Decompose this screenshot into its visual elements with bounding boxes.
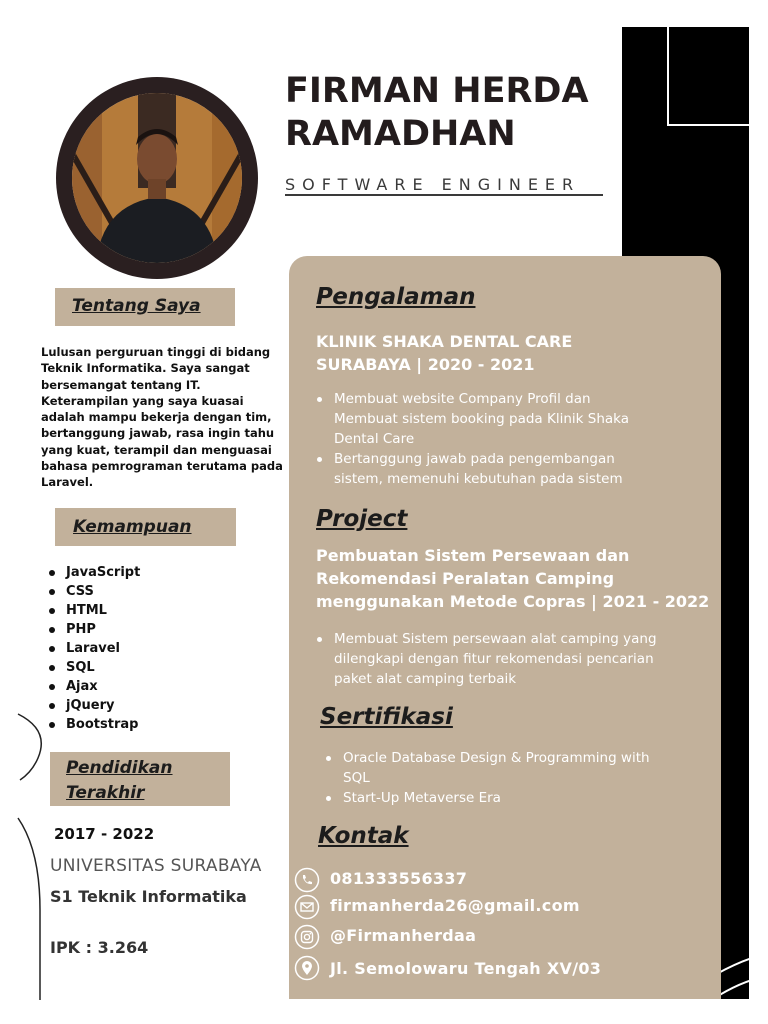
about-title: Tentang Saya [72, 296, 201, 316]
skill-item: CSS [46, 582, 140, 601]
education-section-label [50, 752, 230, 806]
education-gpa: IPK : 3.264 [50, 938, 149, 957]
experience-title: Pengalaman [316, 284, 476, 310]
certification-item: Start-Up Metaverse Era [325, 788, 665, 808]
skill-item: Bootstrap [46, 715, 140, 734]
instagram-icon [294, 924, 320, 950]
skill-item: jQuery [46, 696, 140, 715]
contact-title: Kontak [318, 823, 409, 849]
contact-email [294, 894, 594, 920]
skill-item: Ajax [46, 677, 140, 696]
certification-title: Sertifikasi [320, 704, 453, 730]
contact-phone [294, 867, 594, 893]
experience-bullets [316, 389, 646, 489]
experience-bullet: Bertanggung jawab pada pengembangan sistem, memenuhi kebutuhan pada sistem [316, 449, 646, 489]
skill-item: Laravel [46, 639, 140, 658]
education-title: Pendidikan Terakhir [66, 758, 173, 803]
education-major: S1 Teknik Informatika [50, 887, 247, 906]
experience-company: KLINIK SHAKA DENTAL CARE SURABAYA | 2020 - 2021 [316, 332, 573, 374]
about-section-label [55, 288, 235, 326]
project-bullets [316, 629, 666, 689]
decorative-outline-box [667, 22, 749, 126]
address-text: Jl. Semolowaru Tengah XV/03 [330, 959, 602, 978]
instagram-handle: @Firmanherdaa [330, 926, 477, 945]
title-underline [285, 194, 603, 196]
education-years: 2017 - 2022 [54, 825, 155, 843]
person-name: FIRMAN HERDA RAMADHAN [285, 71, 589, 154]
email-icon [294, 894, 320, 920]
skill-item: JavaScript [46, 563, 140, 582]
contact-instagram [294, 924, 594, 950]
project-title: Project [316, 506, 408, 532]
skills-section-label [55, 508, 236, 546]
skills-title: Kemampuan [73, 517, 192, 537]
project-bullet: Membuat Sistem persewaan alat camping yang dilengkapi dengan fitur rekomendasi pencarian paket alat camping terbaik [316, 629, 666, 689]
email-address: firmanherda26@gmail.com [330, 896, 580, 915]
contact-address [294, 955, 624, 981]
certification-list [325, 748, 665, 808]
decorative-left-curve [0, 810, 60, 1010]
skill-item: HTML [46, 601, 140, 620]
profile-photo [72, 93, 242, 263]
skill-item: SQL [46, 658, 140, 677]
education-university: UNIVERSITAS SURABAYA [50, 856, 262, 876]
skill-item: PHP [46, 620, 140, 639]
experience-bullet: Membuat website Company Profil dan Membuat sistem booking pada Klinik Shaka Dental Care [316, 389, 646, 449]
project-name: Pembuatan Sistem Persewaan dan Rekomendasi Peralatan Camping menggunakan Metode Copras | 2021 - 2022 [316, 546, 710, 611]
certification-item: Oracle Database Design & Programming with SQL [325, 748, 665, 788]
skills-list [46, 563, 140, 734]
location-pin-icon [294, 955, 320, 981]
about-text: Lulusan perguruan tinggi di bidang Teknik Informatika. Saya sangat bersemangat tentang IT. Keterampilan yang saya kuasai adalah mampu bekerja dengan tim, bertanggung jawab, rasa ingin tahu yang kuat, terampil dan menguasai bahasa pemrograman terutama pada Laravel. [41, 345, 283, 490]
job-title: SOFTWARE ENGINEER [285, 175, 581, 194]
phone-number: 081333556337 [330, 869, 468, 888]
phone-icon [294, 867, 320, 893]
